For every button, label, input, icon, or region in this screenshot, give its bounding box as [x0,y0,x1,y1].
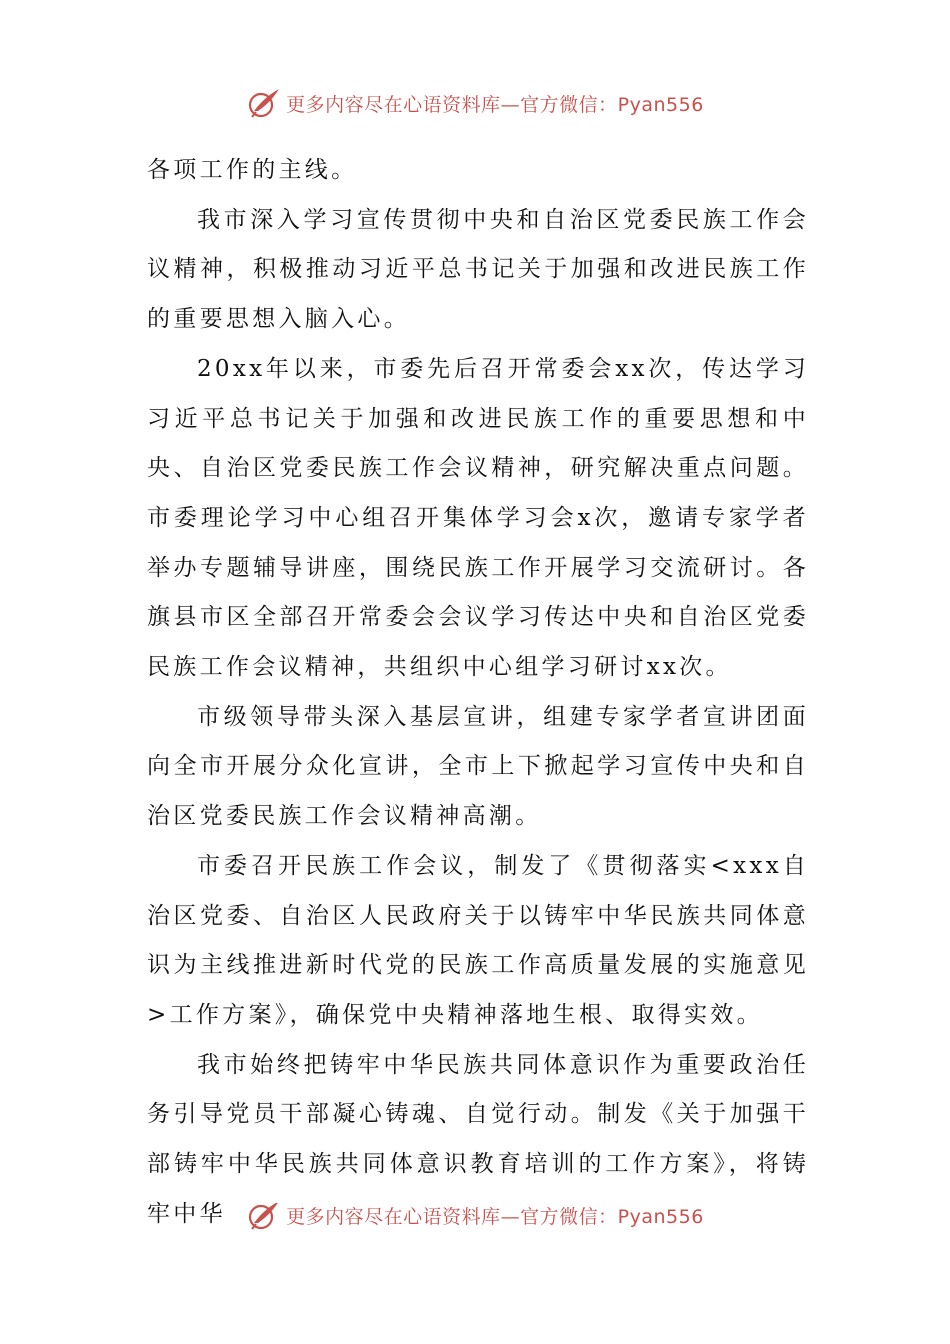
paragraph: 20xx年以来，市委先后召开常委会xx次，传达学习习近平总书记关于加强和改进民族工作的重要思想和中央、自治区党委民族工作会议精神，研究解决重点问题。市委理论学习中心组召开集体学习会x次，邀请专家学者举办专题辅导讲座，围绕民族工作开展学习交流研讨。各旗县市区全部召开常委会会议学习传达中央和自治区党委民族工作会议精神，共组织中心组学习研讨xx次。 [147,355,809,681]
header-watermark [0,83,950,123]
watermark-text: 更多内容尽在心语资料库—官方微信：Pyan556 [286,93,704,116]
watermark-text: 更多内容尽在心语资料库—官方微信：Pyan556 [286,1205,704,1228]
quill-logo-icon [246,1203,282,1233]
paragraph: 我市始终把铸牢中华民族共同体意识作为重要政治任务引导党员干部凝心铸魂、自觉行动。制发《关于加强干部铸牢中华民族共同体意识教育培训的工作方案》，将铸牢中华 [147,1051,809,1227]
paragraph: 各项工作的主线。 [147,157,358,183]
paragraph: 市委召开民族工作会议，制发了《贯彻落实<xxx自治区党委、自治区人民政府关于以铸牢中华民族共同体意识为主线推进新时代党的民族工作高质量发展的实施意见>工作方案》，确保党中央精神落地生根、取得实效。 [147,852,809,1028]
paragraph: 我市深入学习宣传贯彻中央和自治区党委民族工作会议精神，积极推动习近平总书记关于加强和改进民族工作的重要思想入脑入心。 [147,206,809,333]
document-body [147,146,809,1239]
wechat-id: Pyan556 [617,93,704,116]
footer-watermark [0,1203,950,1239]
wechat-id: Pyan556 [617,1205,704,1228]
quill-logo-icon [246,85,282,121]
paragraph: 市级领导带头深入基层宣讲，组建专家学者宣讲团面向全市开展分众化宣讲，全市上下掀起学习宣传中央和自治区党委民族工作会议精神高潮。 [147,703,809,830]
